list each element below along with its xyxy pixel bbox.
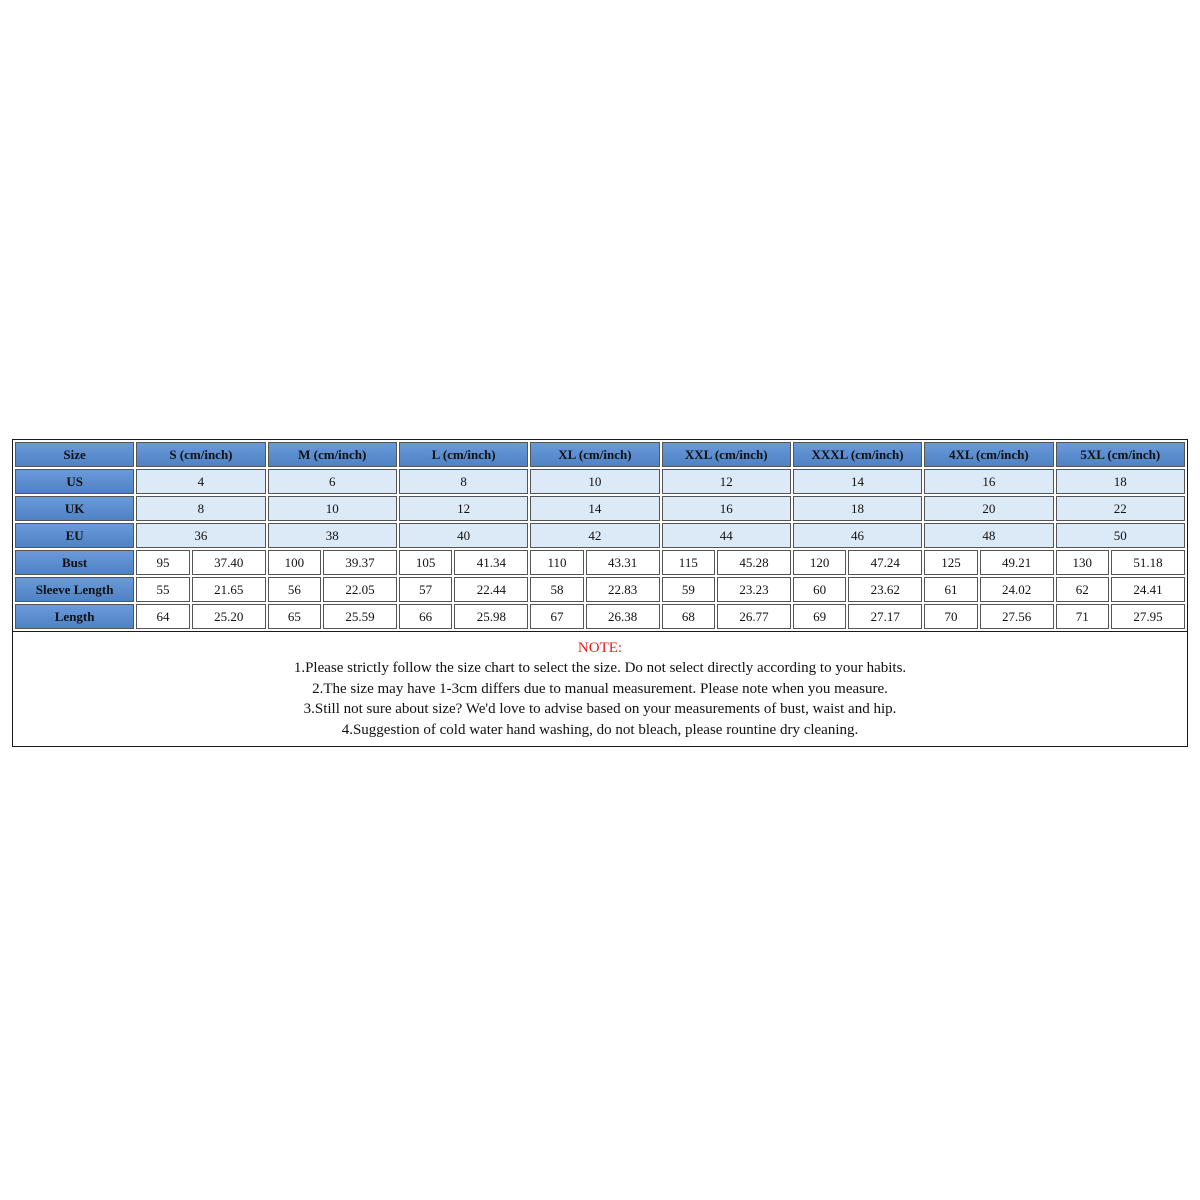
row-label: UK (15, 496, 134, 521)
size-header-m: M (cm/inch) (268, 442, 397, 467)
conversion-cell: 48 (924, 523, 1053, 548)
inch-cell: 26.38 (586, 604, 660, 629)
inch-cell: 37.40 (192, 550, 266, 575)
conversion-cell: 22 (1056, 496, 1186, 521)
note-line-3: 3.Still not sure about size? We'd love to advise based on your measurements of bust, waist and hip. (303, 701, 897, 717)
inch-cell: 24.02 (980, 577, 1054, 602)
cm-cell: 56 (268, 577, 322, 602)
conversion-cell: 8 (399, 469, 528, 494)
size-header-s: S (cm/inch) (136, 442, 265, 467)
size-chart (12, 439, 1188, 747)
cm-cell: 69 (793, 604, 847, 629)
cm-cell: 125 (924, 550, 978, 575)
conversion-cell: 40 (399, 523, 528, 548)
conversion-cell: 18 (1056, 469, 1186, 494)
size-table-body (15, 442, 1185, 629)
note-line-4: 4.Suggestion of cold water hand washing, do not bleach, please rountine dry cleaning. (341, 721, 859, 738)
inch-cell: 25.98 (454, 604, 528, 629)
row-label: Bust (15, 550, 134, 575)
cm-cell: 68 (662, 604, 716, 629)
measurement-row-bust (15, 550, 1185, 575)
cm-cell: 70 (924, 604, 978, 629)
cm-cell: 95 (136, 550, 190, 575)
measurement-row-sleeve-length (15, 577, 1185, 602)
conversion-cell: 8 (136, 496, 265, 521)
conversion-cell: 18 (793, 496, 922, 521)
conversion-row-us (15, 469, 1185, 494)
note-line-2: 2.The size may have 1-3cm differs due to manual measurement. Please note when you measure. (312, 680, 888, 697)
size-table (12, 439, 1188, 632)
inch-cell: 23.23 (717, 577, 791, 602)
conversion-cell: 16 (662, 496, 791, 521)
cm-cell: 59 (662, 577, 716, 602)
note-line-1: 1.Please strictly follow the size chart to select the size. Do not select directly according to your habits. (293, 660, 907, 676)
cm-cell: 110 (530, 550, 584, 575)
inch-cell: 22.05 (323, 577, 397, 602)
size-header-xl: XL (cm/inch) (530, 442, 659, 467)
conversion-cell: 50 (1056, 523, 1186, 548)
conversion-cell: 10 (530, 469, 659, 494)
cm-cell: 61 (924, 577, 978, 602)
cm-cell: 60 (793, 577, 847, 602)
conversion-cell: 10 (268, 496, 397, 521)
inch-cell: 25.20 (192, 604, 266, 629)
conversion-cell: 42 (530, 523, 659, 548)
conversion-cell: 14 (793, 469, 922, 494)
conversion-cell: 4 (136, 469, 265, 494)
conversion-cell: 38 (268, 523, 397, 548)
conversion-cell: 12 (399, 496, 528, 521)
size-header-xxxl: XXXL (cm/inch) (793, 442, 922, 467)
row-label: EU (15, 523, 134, 548)
table-header-row (15, 442, 1185, 467)
cm-cell: 64 (136, 604, 190, 629)
conversion-cell: 6 (268, 469, 397, 494)
cm-cell: 115 (662, 550, 716, 575)
row-label: Length (15, 604, 134, 629)
cm-cell: 71 (1056, 604, 1110, 629)
conversion-cell: 46 (793, 523, 922, 548)
cm-cell: 65 (268, 604, 322, 629)
inch-cell: 45.28 (717, 550, 791, 575)
cm-cell: 62 (1056, 577, 1110, 602)
cm-cell: 130 (1056, 550, 1110, 575)
inch-cell: 21.65 (192, 577, 266, 602)
cm-cell: 100 (268, 550, 322, 575)
row-label: US (15, 469, 134, 494)
inch-cell: 39.37 (323, 550, 397, 575)
cm-cell: 58 (530, 577, 584, 602)
conversion-cell: 20 (924, 496, 1053, 521)
inch-cell: 27.95 (1111, 604, 1185, 629)
inch-cell: 41.34 (454, 550, 528, 575)
inch-cell: 27.17 (848, 604, 922, 629)
inch-cell: 23.62 (848, 577, 922, 602)
size-header-l: L (cm/inch) (399, 442, 528, 467)
inch-cell: 26.77 (717, 604, 791, 629)
conversion-cell: 36 (136, 523, 265, 548)
inch-cell: 47.24 (848, 550, 922, 575)
cm-cell: 57 (399, 577, 453, 602)
inch-cell: 24.41 (1111, 577, 1185, 602)
size-header-xxl: XXL (cm/inch) (662, 442, 791, 467)
row-label: Sleeve Length (15, 577, 134, 602)
size-header-5xl: 5XL (cm/inch) (1056, 442, 1186, 467)
size-header-label: Size (15, 442, 134, 467)
conversion-cell: 44 (662, 523, 791, 548)
inch-cell: 51.18 (1111, 550, 1185, 575)
cm-cell: 105 (399, 550, 453, 575)
conversion-cell: 16 (924, 469, 1053, 494)
notes-box (12, 632, 1188, 747)
cm-cell: 66 (399, 604, 453, 629)
conversion-row-uk (15, 496, 1185, 521)
notes-title: NOTE: (577, 640, 623, 656)
inch-cell: 27.56 (980, 604, 1054, 629)
cm-cell: 120 (793, 550, 847, 575)
cm-cell: 67 (530, 604, 584, 629)
inch-cell: 25.59 (323, 604, 397, 629)
inch-cell: 22.83 (586, 577, 660, 602)
conversion-row-eu (15, 523, 1185, 548)
conversion-cell: 12 (662, 469, 791, 494)
inch-cell: 22.44 (454, 577, 528, 602)
inch-cell: 43.31 (586, 550, 660, 575)
conversion-cell: 14 (530, 496, 659, 521)
size-header-4xl: 4XL (cm/inch) (924, 442, 1053, 467)
inch-cell: 49.21 (980, 550, 1054, 575)
measurement-row-length (15, 604, 1185, 629)
cm-cell: 55 (136, 577, 190, 602)
